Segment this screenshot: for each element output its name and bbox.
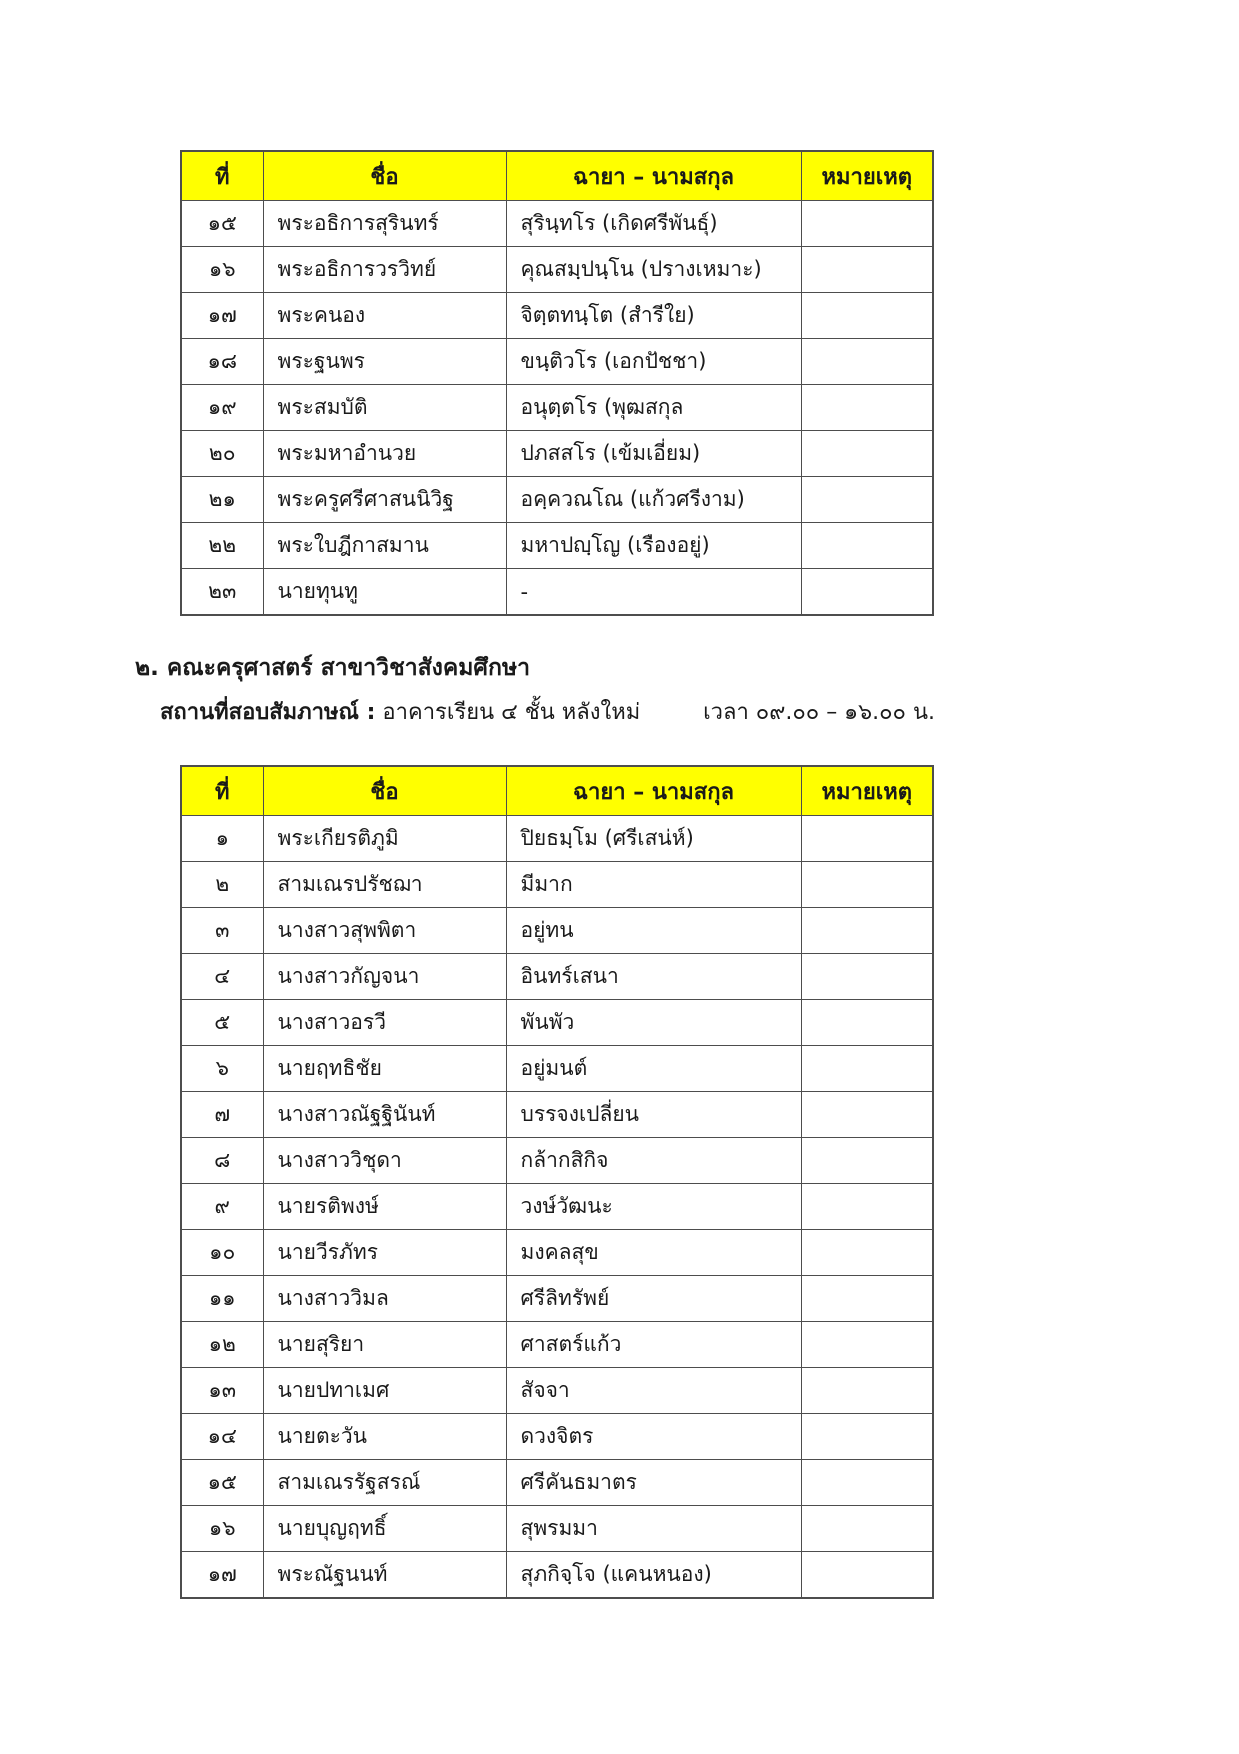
- dharma-surname-cell: ขนฺติวโร (เอกปัชชา): [506, 339, 801, 385]
- dharma-surname-cell: มหาปญฺโญ (เรืองอยู่): [506, 523, 801, 569]
- dharma-surname-cell: มีมาก: [506, 862, 801, 908]
- table-row: [181, 477, 933, 523]
- remark-cell: [801, 1184, 933, 1230]
- remark-cell: [801, 201, 933, 247]
- remark-cell: [801, 1230, 933, 1276]
- table-row: [181, 1000, 933, 1046]
- table-row: [181, 1414, 933, 1460]
- remark-cell: [801, 1276, 933, 1322]
- remark-cell: [801, 862, 933, 908]
- dharma-surname-cell: อินทร์เสนา: [506, 954, 801, 1000]
- name-cell: นายทุนทู: [263, 569, 506, 616]
- name-cell: พระครูศรีศาสนนิวิฐ: [263, 477, 506, 523]
- dharma-surname-cell: ปภสสโร (เข้มเอี่ยม): [506, 431, 801, 477]
- dharma-surname-cell: สุพรมมา: [506, 1506, 801, 1552]
- table-row: [181, 385, 933, 431]
- dharma-surname-cell: พันพัว: [506, 1000, 801, 1046]
- name-cell: พระเกียรติภูมิ: [263, 816, 506, 862]
- row-number-cell: ๑: [181, 816, 263, 862]
- dharma-surname-cell: สุภกิจฺโจ (แคนหนอง): [506, 1552, 801, 1599]
- row-number-cell: ๑๓: [181, 1368, 263, 1414]
- remark-cell: [801, 1460, 933, 1506]
- remark-cell: [801, 1046, 933, 1092]
- remark-cell: [801, 816, 933, 862]
- name-cell: พระอธิการวรวิทย์: [263, 247, 506, 293]
- column-header-name: ชื่อ: [263, 766, 506, 816]
- name-cell: นางสาวณัฐฐินันท์: [263, 1092, 506, 1138]
- row-number-cell: ๒๐: [181, 431, 263, 477]
- row-number-cell: ๑๘: [181, 339, 263, 385]
- table-row: [181, 1506, 933, 1552]
- monk-roster-table: [180, 150, 934, 616]
- row-number-cell: ๙: [181, 1184, 263, 1230]
- name-cell: สามเณรปรัชฌา: [263, 862, 506, 908]
- table-row: [181, 1322, 933, 1368]
- name-cell: นายบุญฤทธิ์: [263, 1506, 506, 1552]
- dharma-surname-cell: มงคลสุข: [506, 1230, 801, 1276]
- remark-cell: [801, 339, 933, 385]
- remark-cell: [801, 385, 933, 431]
- dharma-surname-cell: ศรีลิทรัพย์: [506, 1276, 801, 1322]
- name-cell: นายสุริยา: [263, 1322, 506, 1368]
- remark-cell: [801, 1506, 933, 1552]
- table-row: [181, 1230, 933, 1276]
- table-row: [181, 293, 933, 339]
- column-header-dharma-surname: ฉายา – นามสกุล: [506, 151, 801, 201]
- section-title: ๒. คณะครุศาสตร์ สาขาวิชาสังคมศึกษา: [135, 655, 531, 681]
- row-number-cell: ๒๑: [181, 477, 263, 523]
- remark-cell: [801, 1414, 933, 1460]
- header-row: [181, 766, 933, 816]
- column-header-remark: หมายเหตุ: [801, 766, 933, 816]
- column-header-dharma-surname: ฉายา – นามสกุล: [506, 766, 801, 816]
- name-cell: นางสาวกัญจนา: [263, 954, 506, 1000]
- row-number-cell: ๗: [181, 1092, 263, 1138]
- remark-cell: [801, 569, 933, 616]
- column-header-no: ที่: [181, 151, 263, 201]
- table-row: [181, 247, 933, 293]
- dharma-surname-cell: จิตฺตทนฺโต (สำรีใย): [506, 293, 801, 339]
- row-number-cell: ๖: [181, 1046, 263, 1092]
- name-cell: นางสาวสุพพิตา: [263, 908, 506, 954]
- interview-location: [160, 694, 640, 729]
- table-row: [181, 816, 933, 862]
- student-roster-table: [180, 765, 934, 1599]
- dharma-surname-cell: สุรินฺทโร (เกิดศรีพันธุ์): [506, 201, 801, 247]
- remark-cell: [801, 1092, 933, 1138]
- remark-cell: [801, 954, 933, 1000]
- table-row: [181, 908, 933, 954]
- table-row: [181, 569, 933, 616]
- name-cell: นางสาวอรวี: [263, 1000, 506, 1046]
- dharma-surname-cell: อยู่ทน: [506, 908, 801, 954]
- dharma-surname-cell: -: [506, 569, 801, 616]
- table-row: [181, 1368, 933, 1414]
- table2-body: [181, 816, 933, 1599]
- row-number-cell: ๘: [181, 1138, 263, 1184]
- remark-cell: [801, 477, 933, 523]
- row-number-cell: ๒: [181, 862, 263, 908]
- dharma-surname-cell: กล้ากสิกิจ: [506, 1138, 801, 1184]
- name-cell: พระณัฐนนท์: [263, 1552, 506, 1599]
- remark-cell: [801, 1138, 933, 1184]
- table-row: [181, 339, 933, 385]
- name-cell: นายฤทธิชัย: [263, 1046, 506, 1092]
- remark-cell: [801, 293, 933, 339]
- table-row: [181, 1092, 933, 1138]
- name-cell: นายตะวัน: [263, 1414, 506, 1460]
- dharma-surname-cell: อนุตฺตโร (พุฒสกุล: [506, 385, 801, 431]
- remark-cell: [801, 908, 933, 954]
- remark-cell: [801, 431, 933, 477]
- remark-cell: [801, 1552, 933, 1599]
- name-cell: นายวีรภัทร: [263, 1230, 506, 1276]
- table-row: [181, 201, 933, 247]
- dharma-surname-cell: บรรจงเปลี่ยน: [506, 1092, 801, 1138]
- interview-time: เวลา ๐๙.๐๐ – ๑๖.๐๐ น.: [703, 700, 935, 725]
- remark-cell: [801, 247, 933, 293]
- row-number-cell: ๕: [181, 1000, 263, 1046]
- name-cell: พระอธิการสุรินทร์: [263, 201, 506, 247]
- table2-header: [181, 766, 933, 816]
- row-number-cell: ๒๓: [181, 569, 263, 616]
- row-number-cell: ๓: [181, 908, 263, 954]
- section-subline: [160, 694, 935, 729]
- row-number-cell: ๔: [181, 954, 263, 1000]
- column-header-no: ที่: [181, 766, 263, 816]
- name-cell: พระมหาอำนวย: [263, 431, 506, 477]
- name-cell: นายปทาเมศ: [263, 1368, 506, 1414]
- table-row: [181, 954, 933, 1000]
- table1-body: [181, 201, 933, 616]
- row-number-cell: ๑๑: [181, 1276, 263, 1322]
- row-number-cell: ๑๔: [181, 1414, 263, 1460]
- remark-cell: [801, 1368, 933, 1414]
- row-number-cell: ๑๖: [181, 247, 263, 293]
- header-row: [181, 151, 933, 201]
- table-row: [181, 1046, 933, 1092]
- location-label: สถานที่สอบสัมภาษณ์ :: [160, 700, 376, 725]
- table-row: [181, 523, 933, 569]
- row-number-cell: ๑๐: [181, 1230, 263, 1276]
- table-row: [181, 862, 933, 908]
- table-row: [181, 431, 933, 477]
- dharma-surname-cell: ศาสตร์แก้ว: [506, 1322, 801, 1368]
- name-cell: นางสาววิชุดา: [263, 1138, 506, 1184]
- row-number-cell: ๑๒: [181, 1322, 263, 1368]
- dharma-surname-cell: สัจจา: [506, 1368, 801, 1414]
- row-number-cell: ๑๕: [181, 201, 263, 247]
- remark-cell: [801, 1322, 933, 1368]
- table-row: [181, 1184, 933, 1230]
- name-cell: พระคนอง: [263, 293, 506, 339]
- row-number-cell: ๑๗: [181, 293, 263, 339]
- dharma-surname-cell: ดวงจิตร: [506, 1414, 801, 1460]
- row-number-cell: ๑๗: [181, 1552, 263, 1599]
- remark-cell: [801, 1000, 933, 1046]
- name-cell: สามเณรรัฐสรณ์: [263, 1460, 506, 1506]
- table-row: [181, 1276, 933, 1322]
- name-cell: นางสาววิมล: [263, 1276, 506, 1322]
- row-number-cell: ๑๕: [181, 1460, 263, 1506]
- dharma-surname-cell: ศรีคันธมาตร: [506, 1460, 801, 1506]
- dharma-surname-cell: อยู่มนต์: [506, 1046, 801, 1092]
- row-number-cell: ๒๒: [181, 523, 263, 569]
- dharma-surname-cell: คุณสมฺปนฺโน (ปรางเหมาะ): [506, 247, 801, 293]
- name-cell: นายรติพงษ์: [263, 1184, 506, 1230]
- table-row: [181, 1138, 933, 1184]
- dharma-surname-cell: อคฺควณโณ (แก้วศรีงาม): [506, 477, 801, 523]
- dharma-surname-cell: ปิยธมฺโม (ศรีเสน่ห์): [506, 816, 801, 862]
- name-cell: พระฐนพร: [263, 339, 506, 385]
- name-cell: พระสมบัติ: [263, 385, 506, 431]
- column-header-remark: หมายเหตุ: [801, 151, 933, 201]
- table-row: [181, 1552, 933, 1599]
- table-row: [181, 1460, 933, 1506]
- remark-cell: [801, 523, 933, 569]
- name-cell: พระใบฎีกาสมาน: [263, 523, 506, 569]
- dharma-surname-cell: วงษ์วัฒนะ: [506, 1184, 801, 1230]
- row-number-cell: ๑๖: [181, 1506, 263, 1552]
- column-header-name: ชื่อ: [263, 151, 506, 201]
- row-number-cell: ๑๙: [181, 385, 263, 431]
- location-value: อาคารเรียน ๔ ชั้น หลังใหม่: [382, 700, 641, 725]
- table1-header: [181, 151, 933, 201]
